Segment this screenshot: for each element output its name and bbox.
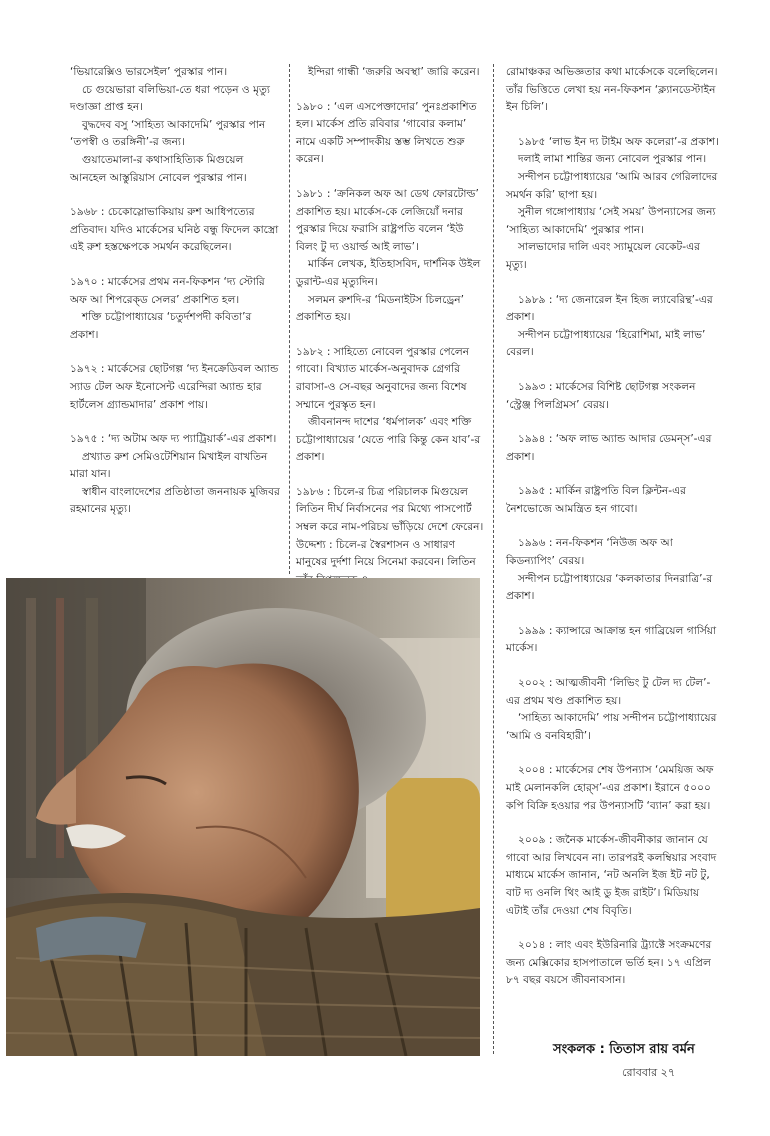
timeline-paragraph: ২০০২ : আত্মজীবনী ‘লিভিং টু টেল দ্য টেল’-এর প্রথম খণ্ড প্রকাশিত হয়। [506,677,711,707]
timeline-paragraph: ১৯৮৬ : চিলে-র চিত্র পরিচালক মিগুয়েল লিতিন দীর্ঘ নির্বাসনের পর মিথ্যে পাসপোর্ট সম্বল করে নাম-পরিচয় ভাঁড়িয়ে দেশে ফেরেন। উদ্দেশ্য : চিলে-র স্বৈরশাসন ও সাধারণ মানুষের দুর্দশা নিয়ে সিনেমা করবেন। লিতিন [296,485,484,569]
timeline-paragraph: ১৯৭০ : মার্কেসের প্রথম নন-ফিকশন ‘দ্য স্টোরি অফ আ শিপরেক্‌ড সেলর’ প্রকাশিত হল। [70,275,265,306]
timeline-paragraph: ১৯৮০ : ‘এল এসপেক্তাদোর’ পুনঃপ্রকাশিত হল। মার্কেস প্রতি রবিবার ‘গাবোর কলাম’ নামে একটি সম্পাদকীয় স্তম্ভ লিখতে শুরু করেন। [296,100,477,166]
timeline-paragraph: শক্তি চট্টোপাধ্যায়ের ‘চতুর্দশপদী কবিতা’র প্রকাশ। [70,311,252,341]
paragraph-gap [70,344,282,361]
timeline-paragraph: ১৯৯৬ : নন-ফিকশন ‘নিউজ অফ আ কিডন্যাপিং’ বেরয়। [506,537,673,568]
timeline-paragraph: সন্দীপন চট্টোপাধ্যায়ের ‘আমি আরব গেরিলাদের সমর্থন করি’ ছাপা হয়। [506,170,718,201]
paragraph-gap [70,257,282,274]
paragraph-gap [506,920,720,937]
timeline-paragraph: ইন্দিরা গান্ধী ‘জরুরি অবস্থা’ জারি করেন। [308,66,480,78]
timeline-paragraph: ‘সাহিত্য আকাদেমি’ পায় সন্দীপন চট্টোপাধ্যায়ের ‘আমি ও বনবিহারী’। [506,712,717,742]
paragraph-gap [506,414,720,431]
paragraph-gap [296,327,486,344]
timeline-paragraph: সালভাদোর দালি এবং স্যামুয়েল বেকেট-এর মৃত্যু। [506,241,700,271]
timeline-paragraph: ২০০৪ : মার্কেসের শেষ উপন্যাস ‘মেময়িজ অফ মাই মেলানকলি হোর্‌স’-এর প্রকাশ। ইরানে ৫০০০ কপি বিক্রি হওয়ার পর উপন্যাসটি ‘ব্যান’ করা হয়। [506,764,714,812]
portrait-illustration [6,578,480,1056]
compiler-credit: সংকলক : তিতাস রায় বর্মন [553,1042,695,1057]
timeline-paragraph: প্রখ্যাত রুশ সেমিওটেশিয়ান মিখাইল বাখতিন মারা যান। [70,450,268,481]
timeline-paragraph: ১৯৬৮ : চেকোস্লোভাকিয়ায় রুশ আধিপত্যের প্রতিবাদ। যদিও মার্কেসের ঘনিষ্ঠ বন্ধু ফিদেল কাস্ত্রো এই রুশ হস্তক্ষেপকে সমর্থন করেছিলেন। [70,206,279,254]
paragraph-gap [70,414,282,431]
paragraph-gap [506,606,720,623]
paragraph-gap [296,82,486,99]
timeline-paragraph: ২০১৪ : লাং এবং ইউরিনারি ট্র্যাক্টে সংক্রমণের জন্য মেক্সিকোর হাসপাতালে ভর্তি হন। ১৭ এপ্রিল ৮৭ বছর বয়সে জীবনাবসান। [506,939,712,987]
column-1 [70,64,282,519]
paragraph-gap [506,658,720,675]
timeline-paragraph: সুনীল গঙ্গোপাধ্যায় ‘সেই সময়’ উপন্যাসের জন্য ‘সাহিত্য আকাদেমি’ পুরস্কার পান। [506,206,716,236]
column-2 [296,64,486,589]
timeline-paragraph: ১৯৯৩ : মার্কেসের বিশিষ্ট ছোটগল্প সংকলন ‘স্ট্রেঞ্জ পিলগ্রিমস’ বেরয়। [506,380,696,411]
timeline-paragraph: সলমন রুশদি-র ‘মিডনাইটস চিলড্রেন’ প্রকাশিত হয়। [296,293,464,324]
timeline-paragraph: দলাই লামা শান্তির জন্য নোবেল পুরস্কার পান। [518,153,707,166]
timeline-paragraph: বুদ্ধদেব বসু ‘সাহিত্য আকাদেমি’ পুরস্কার পান ‘তপস্বী ও তরঙ্গিনী’-র জন্য। [70,118,266,149]
timeline-paragraph: ১৯৮২ : সাহিত্যে নোবেল পুরস্কার পেলেন গাবো। বিখ্যাত মার্কেস-অনুবাদক গ্রেগরি রাবাসা-ও সে-বছর অনুবাদের জন্য বিশেষ সম্মানে পুরস্কৃত হন। [296,345,470,411]
paragraph-gap [506,117,720,134]
timeline-paragraph: মার্কিন লেখক, ইতিহাসবিদ, দার্শনিক উইল ডুরান্ট-এর মৃত্যুদিন। [296,258,481,288]
paragraph-gap [296,169,486,186]
portrait-photo [6,578,480,1056]
timeline-paragraph: ১৯৯৪ : ‘অফ লাভ অ্যান্ড আদার ডেমন্‌স’-এর প্রকাশ। [506,433,712,463]
timeline-paragraph: ‘ভিয়ারেক্সিও ভারসেইল’ পুরস্কার পান। [70,66,228,78]
column-rule-right [493,64,494,1054]
timeline-paragraph: স্বাধীন বাংলাদেশের প্রতিষ্ঠাতা জননায়ক মুজিবর রহমানের মৃত্যু। [70,485,280,516]
timeline-paragraph: ১৯৮৫ ‘লাভ ইন দ্য টাইম অফ কলেরা’-র প্রকাশ। [518,135,719,148]
paragraph-gap [506,815,720,832]
timeline-paragraph: গুয়াতেমালা-র কথাসাহিত্যিক মিগুয়েল আনহেল আস্তুরিয়াস নোবেল পুরস্কার পান। [70,153,247,184]
timeline-paragraph: জীবনানন্দ দাশের ‘ধর্মপালক’ এবং শক্তি চট্টোপাধ্যায়ের ‘যেতে পারি কিন্তু কেন যাব’-র প্রকাশ। [296,416,481,464]
timeline-paragraph: ১৯৯৫ : মার্কিন রাষ্ট্রপতি বিল ক্লিন্টন-এর নৈশভোজে আমন্ত্রিত হন গাবো। [506,485,686,515]
paragraph-gap [506,745,720,762]
paragraph-gap [506,362,720,379]
paragraph-gap [506,466,720,483]
timeline-paragraph: চে গুয়েভারা বলিভিয়া-তে ধরা পড়েন ও মৃত্যু দণ্ডাজ্ঞা প্রাপ্ত হন। [70,83,270,114]
paragraph-gap [296,467,486,484]
timeline-paragraph: ২০০৯ : জনৈক মার্কেস-জীবনীকার জানান যে গাবো আর লিখবেন না। তারপরই কলম্বিয়ার সংবাদ মাধ্যমে মার্কেস জানান, ‘নট অনলি ইজ ইট নট টু, বাট দ্য ওনলি থিং আই ডু ইজ রাইট’। মিডিয়ায় এটাই তাঁর দেওয়া শেষ বিবৃতি। [506,834,717,917]
timeline-paragraph: ১৯৮১ : ‘ক্রনিকল অফ আ ডেথ ফোরটোল্ড’ প্রকাশিত হয়। মার্কেস-কে লেজিয়োঁ দনার পুরস্কার দিয়ে ফরাসি রাষ্ট্রপতি বলেন ‘ইউ বিলং টু দ্য ওয়ার্ল্ড আই লাভ’। [296,187,479,253]
timeline-paragraph: ১৯৭২ : মার্কেসের ছোটগল্প ‘দ্য ইনক্রেডিবল অ্যান্ড স্যাড টেল অফ ইনোসেন্ট এরেন্দিরা অ্যান্ড হার হার্টলেস গ্র্যান্ডমাদার’ প্রকাশ পায়। [70,363,279,411]
timeline-paragraph: সন্দীপন চট্টোপাধ্যায়ের ‘কলকাতার দিনরাত্রি’-র প্রকাশ। [506,572,713,603]
timeline-paragraph: ১৯৮৯ : ‘দ্য জেনারেল ইন হিজ ল্যাবেরিন্থ’-এর প্রকাশ। [506,293,713,324]
paragraph-gap [506,275,720,292]
paragraph-gap [506,518,720,535]
paragraph-gap [70,187,282,204]
page-folio: রোববার ২৭ [622,1066,675,1079]
timeline-paragraph: সন্দীপন চট্টোপাধ্যায়ের ‘হিরোশিমা, মাই লাভ’ বেরল। [506,328,706,359]
column-rule-left [289,64,290,574]
timeline-paragraph: রোমাঞ্চকর অভিজ্ঞতার কথা মার্কেসকে বলেছিলেন। তাঁর ভিত্তিতে লেখা হয় নন-ফিকশন ‘ক্ল্যানডেস্টাইন ইন চিলি’। [506,66,718,114]
timeline-paragraph: ১৯৭৫ : ‘দ্য অটাম অফ দ্য প্যাট্রিয়ার্ক’-এর প্রকাশ। [70,433,277,446]
column-3 [506,64,720,990]
timeline-paragraph: ১৯৯৯ : ক্যান্সারে আক্রান্ত হন গাব্রিয়েল গার্সিয়া মার্কেস। [506,624,717,655]
